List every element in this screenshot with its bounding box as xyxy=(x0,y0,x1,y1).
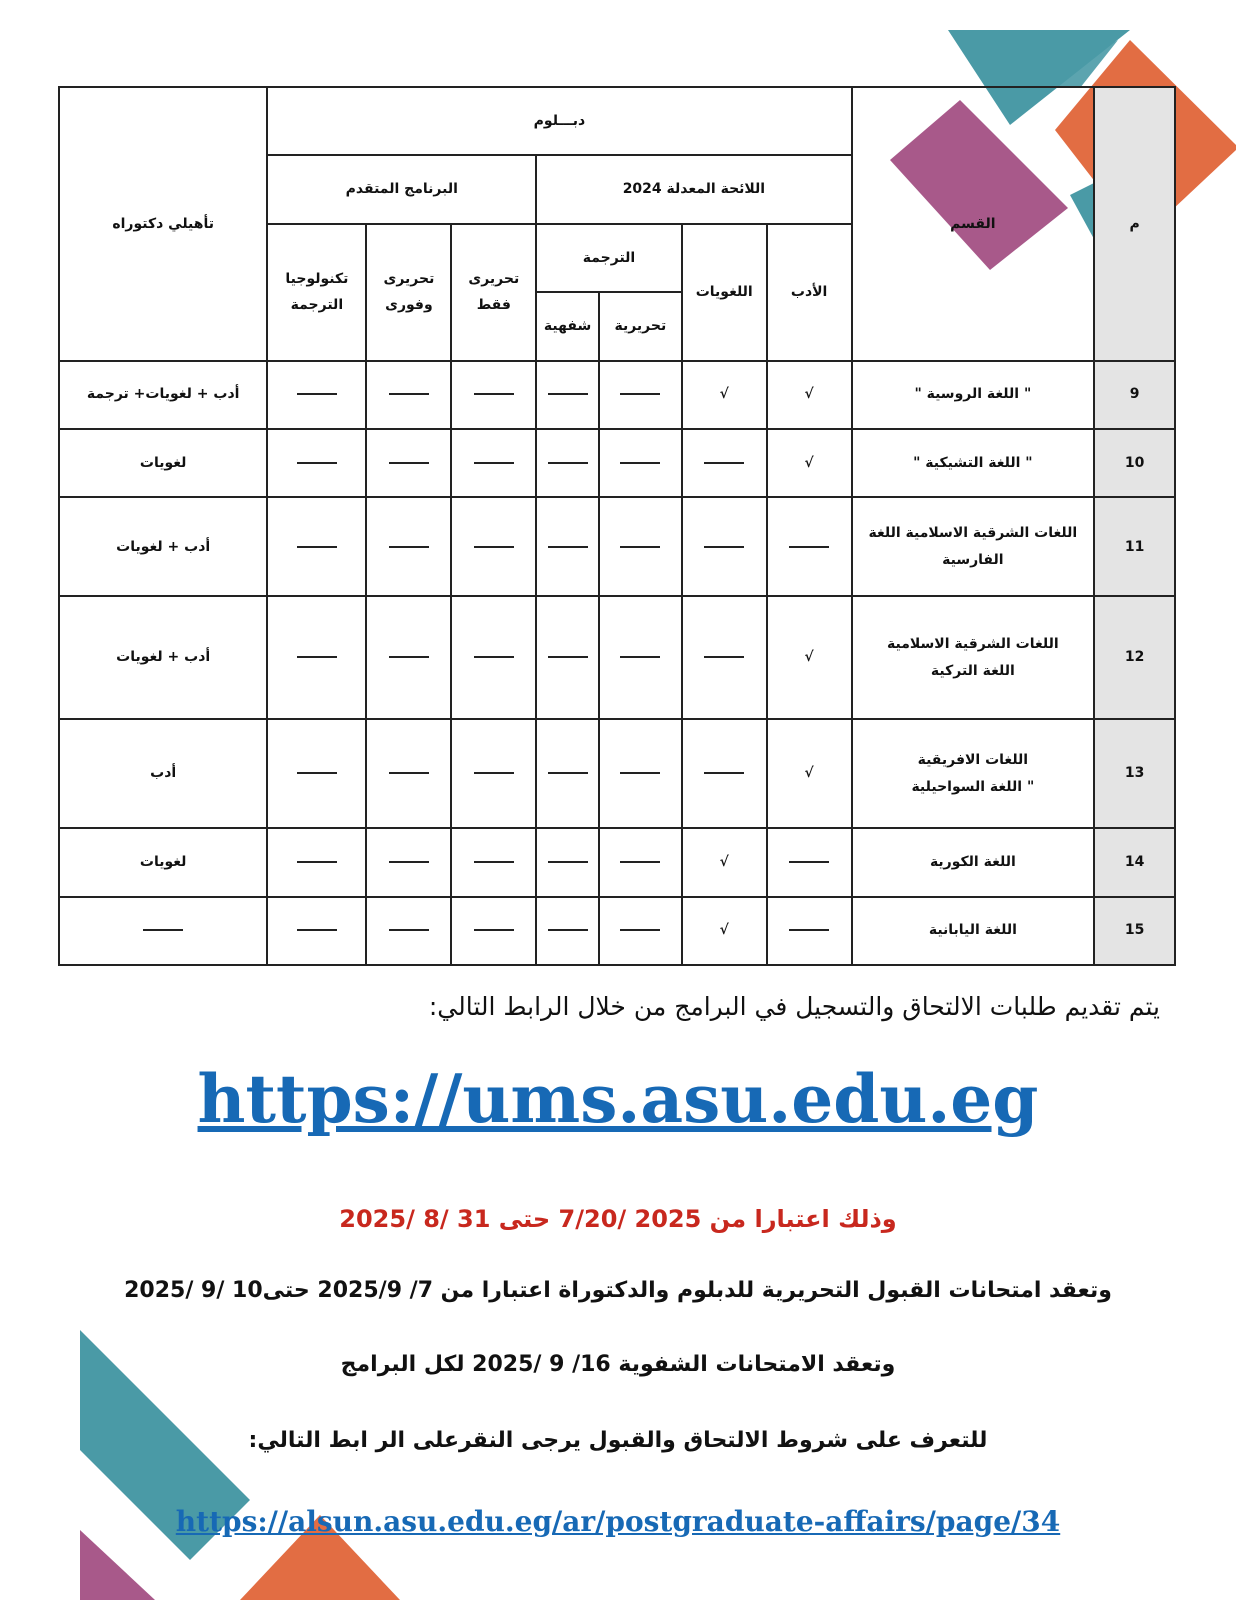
table-row xyxy=(59,596,1175,719)
dash-mark xyxy=(474,929,514,931)
postgraduate-conditions-link[interactable]: https://alsun.asu.edu.eg/ar/postgraduate-affairs/page/34 xyxy=(175,1505,1061,1538)
cell-written-simultaneous xyxy=(366,897,451,965)
regulation-header: اللائحة المعدلة 2024 xyxy=(536,155,851,223)
row-index: 10 xyxy=(1094,429,1175,497)
cell-translation-tech xyxy=(267,719,366,828)
cell-written-translation xyxy=(599,429,682,497)
cell-written-simultaneous xyxy=(366,497,451,596)
dash-mark xyxy=(389,772,429,774)
cell-written-simultaneous xyxy=(366,596,451,719)
dash-mark xyxy=(297,929,337,931)
cell-written-only xyxy=(451,828,536,896)
application-dates: وذلك اعتبارا من 2025 /7/20 حتى 31 /8 /2025 xyxy=(339,1205,897,1233)
cell-literature: √ xyxy=(767,596,852,719)
cell-oral-translation xyxy=(536,361,599,429)
ums-registration-link[interactable]: https://ums.asu.edu.eg xyxy=(197,1060,1039,1138)
dash-mark xyxy=(548,772,588,774)
index-header: م xyxy=(1094,87,1175,361)
dash-mark xyxy=(789,929,829,931)
row-department: " اللغة الروسية " xyxy=(852,361,1095,429)
cell-written-only xyxy=(451,497,536,596)
row-index: 13 xyxy=(1094,719,1175,828)
dash-mark xyxy=(389,656,429,658)
cell-literature xyxy=(767,897,852,965)
cell-written-only xyxy=(451,719,536,828)
cell-translation-tech xyxy=(267,596,366,719)
row-doctorate: أدب + لغويات xyxy=(59,596,267,719)
row-doctorate xyxy=(59,897,267,965)
dash-mark xyxy=(474,656,514,658)
dash-mark xyxy=(704,772,744,774)
dash-mark xyxy=(704,462,744,464)
written-exams-dates: وتعقد امتحانات القبول التحريرية للدبلوم والدكتوراة اعتبارا من 7/ 2025/9 حتى10 /9 /2025 xyxy=(124,1278,1112,1303)
translation-tech-header: تكنولوجيا الترجمة xyxy=(267,224,366,361)
dash-mark xyxy=(389,861,429,863)
cell-translation-tech xyxy=(267,897,366,965)
dash-mark xyxy=(389,393,429,395)
written-translation-header: تحريرية xyxy=(599,292,682,360)
dash-mark xyxy=(474,393,514,395)
translation-header: الترجمة xyxy=(536,224,682,292)
row-doctorate: لغويات xyxy=(59,429,267,497)
dash-mark xyxy=(620,861,660,863)
dash-mark xyxy=(548,861,588,863)
row-doctorate: أدب + لغويات xyxy=(59,497,267,596)
cell-oral-translation xyxy=(536,497,599,596)
purple-triangle-bottom xyxy=(80,1530,155,1600)
dash-mark xyxy=(297,462,337,464)
table-row xyxy=(59,429,1175,497)
dash-mark xyxy=(474,546,514,548)
row-doctorate: أدب + لغويات+ ترجمة xyxy=(59,361,267,429)
cell-oral-translation xyxy=(536,596,599,719)
cell-linguistics: √ xyxy=(682,897,767,965)
dash-mark xyxy=(548,546,588,548)
dash-mark xyxy=(620,772,660,774)
cell-written-translation xyxy=(599,596,682,719)
table-body xyxy=(59,361,1175,965)
department-header: القسم xyxy=(852,87,1095,361)
row-department: اللغات الشرقية الاسلامية اللغة التركية xyxy=(852,596,1095,719)
table-row xyxy=(59,828,1175,896)
dash-mark xyxy=(297,546,337,548)
apply-instructions: يتم تقديم طلبات الالتحاق والتسجيل في البرامج من خلال الرابط التالي: xyxy=(428,992,1160,1021)
advanced-program-header: البرنامج المتقدم xyxy=(267,155,536,223)
cell-linguistics xyxy=(682,429,767,497)
table-row xyxy=(59,497,1175,596)
written-only-header: تحريرى فقط xyxy=(451,224,536,361)
dash-mark xyxy=(143,929,183,931)
dash-mark xyxy=(389,546,429,548)
row-index: 9 xyxy=(1094,361,1175,429)
dash-mark xyxy=(620,929,660,931)
dash-mark xyxy=(704,546,744,548)
cell-written-translation xyxy=(599,897,682,965)
cell-written-simultaneous xyxy=(366,429,451,497)
cell-literature xyxy=(767,828,852,896)
table-row xyxy=(59,897,1175,965)
dash-mark xyxy=(548,656,588,658)
conditions-instructions: للتعرف على شروط الالتحاق والقبول يرجى النقرعلى الر ابط التالي: xyxy=(248,1428,988,1453)
cell-written-only xyxy=(451,897,536,965)
row-department: اللغات الشرقية الاسلامية اللغة الفارسية xyxy=(852,497,1095,596)
cell-written-translation xyxy=(599,719,682,828)
dash-mark xyxy=(297,656,337,658)
cell-written-translation xyxy=(599,361,682,429)
literature-header: الأدب xyxy=(767,224,852,361)
dash-mark xyxy=(548,929,588,931)
cell-written-translation xyxy=(599,497,682,596)
cell-written-simultaneous xyxy=(366,828,451,896)
oral-translation-header: شفهية xyxy=(536,292,599,360)
dash-mark xyxy=(474,772,514,774)
cell-oral-translation xyxy=(536,897,599,965)
row-department: اللغة الكورية xyxy=(852,828,1095,896)
dash-mark xyxy=(389,929,429,931)
cell-linguistics xyxy=(682,497,767,596)
dash-mark xyxy=(789,861,829,863)
dash-mark xyxy=(297,772,337,774)
dash-mark xyxy=(297,393,337,395)
dash-mark xyxy=(620,462,660,464)
dash-mark xyxy=(620,393,660,395)
cell-translation-tech xyxy=(267,361,366,429)
cell-oral-translation xyxy=(536,828,599,896)
dash-mark xyxy=(474,462,514,464)
linguistics-header: اللغويات xyxy=(682,224,767,361)
row-index: 11 xyxy=(1094,497,1175,596)
doctorate-header: تأهيلي دكتوراه xyxy=(59,87,267,361)
cell-translation-tech xyxy=(267,828,366,896)
row-index: 15 xyxy=(1094,897,1175,965)
row-department: اللغات الافريقية " اللغة السواحيلية xyxy=(852,719,1095,828)
table-row xyxy=(59,719,1175,828)
cell-written-simultaneous xyxy=(366,361,451,429)
dash-mark xyxy=(704,656,744,658)
cell-translation-tech xyxy=(267,497,366,596)
row-index: 14 xyxy=(1094,828,1175,896)
cell-oral-translation xyxy=(536,719,599,828)
cell-oral-translation xyxy=(536,429,599,497)
dash-mark xyxy=(548,393,588,395)
dash-mark xyxy=(548,462,588,464)
diploma-header: دبـــلوم xyxy=(267,87,851,155)
row-department: " اللغة التشيكية " xyxy=(852,429,1095,497)
row-department: اللغة اليابانية xyxy=(852,897,1095,965)
dash-mark xyxy=(789,546,829,548)
cell-written-only xyxy=(451,429,536,497)
dash-mark xyxy=(297,861,337,863)
cell-translation-tech xyxy=(267,429,366,497)
cell-literature: √ xyxy=(767,429,852,497)
dash-mark xyxy=(389,462,429,464)
table-row xyxy=(59,361,1175,429)
cell-written-only xyxy=(451,361,536,429)
cell-linguistics xyxy=(682,719,767,828)
cell-written-translation xyxy=(599,828,682,896)
dash-mark xyxy=(474,861,514,863)
cell-written-simultaneous xyxy=(366,719,451,828)
row-index: 12 xyxy=(1094,596,1175,719)
dash-mark xyxy=(620,546,660,548)
cell-linguistics: √ xyxy=(682,828,767,896)
row-doctorate: لغويات xyxy=(59,828,267,896)
cell-literature xyxy=(767,497,852,596)
dash-mark xyxy=(620,656,660,658)
cell-literature: √ xyxy=(767,719,852,828)
row-doctorate: أدب xyxy=(59,719,267,828)
cell-literature: √ xyxy=(767,361,852,429)
cell-written-only xyxy=(451,596,536,719)
cell-linguistics: √ xyxy=(682,361,767,429)
oral-exams-dates: وتعقد الامتحانات الشفوية 16/ 9 /2025 لكل البرامج xyxy=(340,1352,896,1377)
written-simultaneous-header: تحريرى وفورى xyxy=(366,224,451,361)
programs-table xyxy=(58,86,1176,966)
cell-linguistics xyxy=(682,596,767,719)
